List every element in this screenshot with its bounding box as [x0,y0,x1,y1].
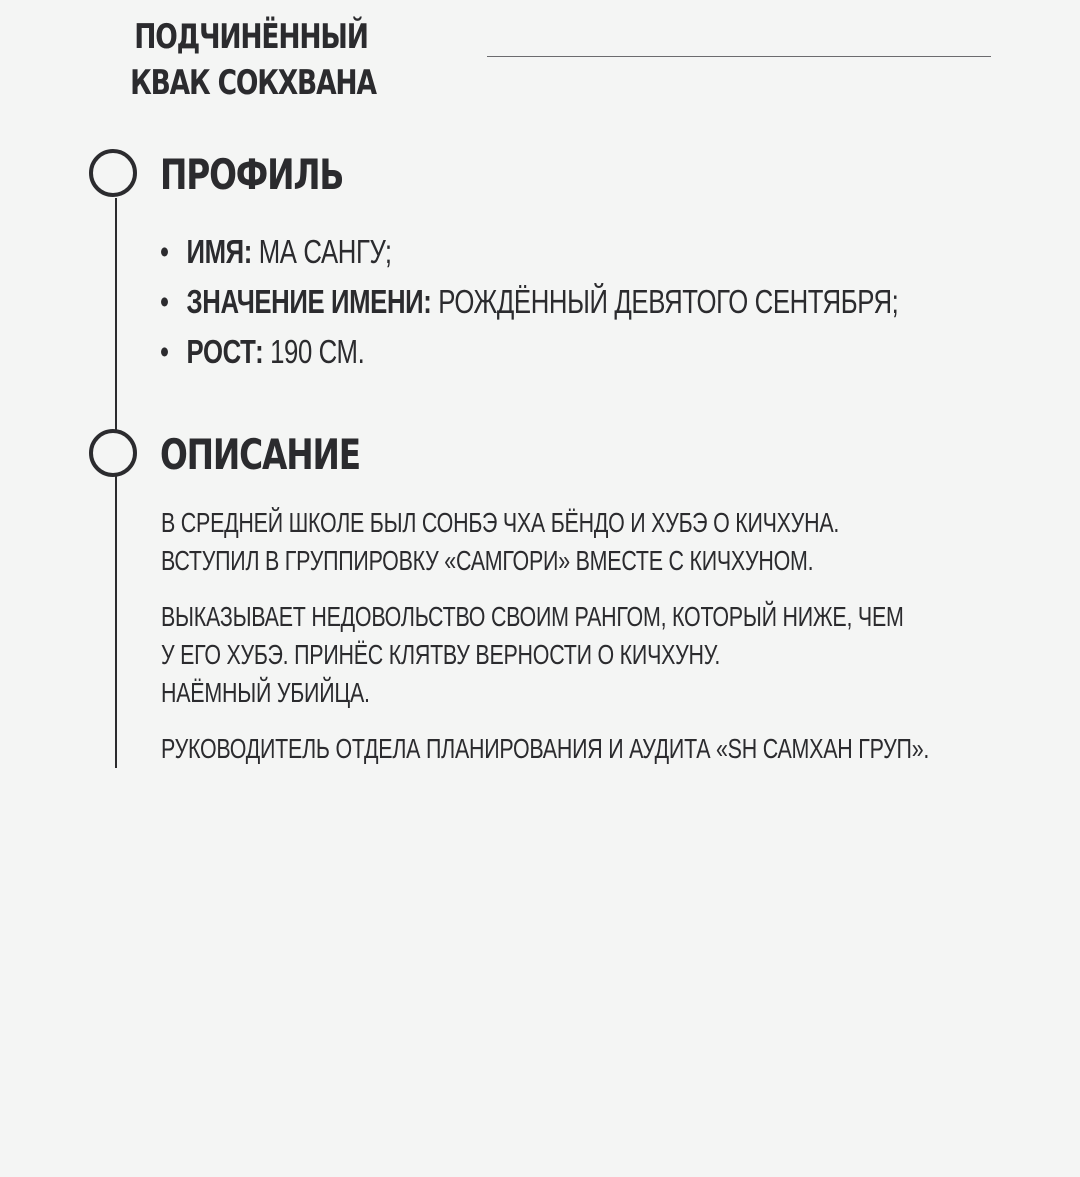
description-line: ВСТУПИЛ В ГРУППИРОВКУ «САМГОРИ» ВМЕСТЕ С КИЧХУНОМ. [161,545,814,576]
profile-item-value: РОЖДЁННЫЙ ДЕВЯТОГО СЕНТЯБРЯ; [431,283,899,320]
description-line: У ЕГО ХУБЭ. ПРИНЁС КЛЯТВУ ВЕРНОСТИ О КИЧХУНУ. [161,639,721,670]
page-title-line-2: КВАК СОКХВАНА [130,63,376,103]
description-line: В СРЕДНЕЙ ШКОЛЕ БЫЛ СОНБЭ ЧХА БЁНДО И ХУБЭ О КИЧХУНА. [161,507,840,538]
profile-item-label: ИМЯ: [186,233,252,270]
profile-heading: ПРОФИЛЬ [160,150,344,199]
description-paragraph [161,504,1003,580]
description-paragraph [161,598,1003,712]
bullet-icon: • [160,233,169,270]
profile-item-value: МА САНГУ; [251,233,392,270]
profile-item-value: 190 СМ. [263,333,365,370]
profile-item-name-meaning [160,280,898,330]
page-title [130,14,376,106]
profile-item-label: РОСТ: [186,333,264,370]
description-line: ВЫКАЗЫВАЕТ НЕДОВОЛЬСТВО СВОИМ РАНГОМ, КОТОРЫЙ НИЖЕ, ЧЕМ [161,601,904,632]
profile-item-name [160,230,898,280]
profile-list [160,230,1080,380]
profile-item-height [160,330,898,380]
description-line: НАЁМНЫЙ УБИЙЦА. [161,677,370,708]
timeline-node-description [89,429,137,477]
timeline-line [115,198,118,768]
timeline-node-profile [89,149,137,197]
description-heading: ОПИСАНИЕ [160,430,360,479]
description-body [161,504,1003,786]
header-divider [487,56,991,57]
profile-item-label: ЗНАЧЕНИЕ ИМЕНИ: [186,283,432,320]
description-paragraph [161,730,1003,768]
page-title-line-1: ПОДЧИНЁННЫЙ [134,17,368,57]
description-line: РУКОВОДИТЕЛЬ ОТДЕЛА ПЛАНИРОВАНИЯ И АУДИТА «SH САМХАН ГРУП». [161,733,930,764]
bullet-icon: • [160,333,169,370]
bullet-icon: • [160,283,169,320]
